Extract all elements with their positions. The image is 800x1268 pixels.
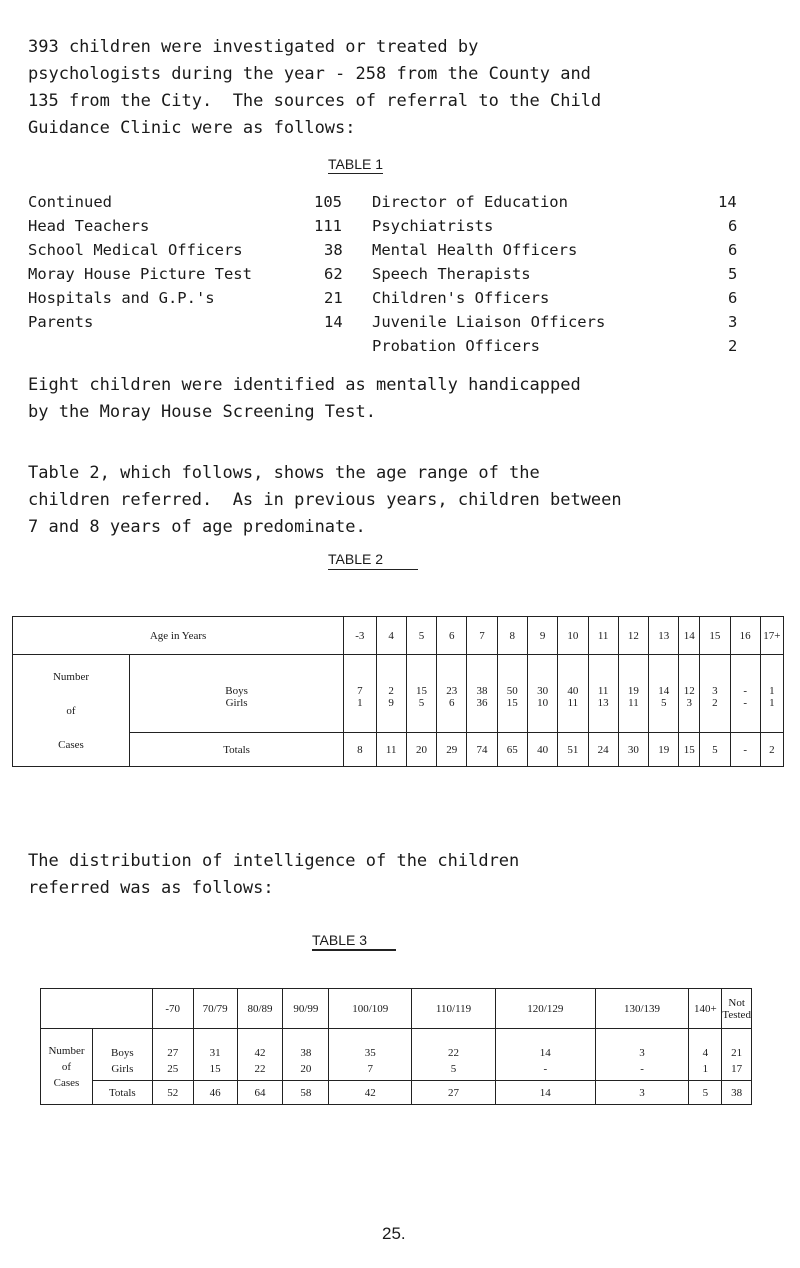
- intro-paragraph: [28, 34, 768, 142]
- table-cell: 1: [760, 655, 783, 697]
- referral-count: 6: [728, 289, 738, 307]
- age-column: 7: [467, 617, 497, 655]
- table-row: [13, 655, 784, 697]
- number-of-cases-label: Number of Cases: [13, 655, 130, 767]
- table-cell: 5: [649, 697, 679, 733]
- age-column: 17+: [760, 617, 783, 655]
- paragraph-line: children referred. As in previous years, children between: [28, 490, 622, 510]
- table2-header-row: [13, 617, 784, 655]
- table-cell: 3: [595, 1081, 689, 1105]
- paragraph-line: by the Moray House Screening Test.: [28, 402, 376, 422]
- table-cell: 14: [495, 1081, 595, 1105]
- table-cell: 19: [618, 655, 648, 697]
- paragraph-line: 7 and 8 years of age predominate.: [28, 517, 366, 537]
- table-cell: 2: [760, 733, 783, 767]
- age-column: 15: [700, 617, 730, 655]
- paragraph-line: Table 2, which follows, shows the age range of the: [28, 463, 540, 483]
- iq-column: 70/79: [193, 989, 237, 1029]
- age-column: 16: [730, 617, 760, 655]
- table-cell: 17: [722, 1059, 752, 1081]
- table-cell: 30: [527, 655, 557, 697]
- age-column: 14: [679, 617, 700, 655]
- row-label: Girls: [130, 697, 344, 733]
- referral-source: Moray House Picture Test: [28, 265, 252, 283]
- table-cell: 64: [237, 1081, 283, 1105]
- table-cell: 21: [722, 1029, 752, 1059]
- table-cell: 25: [152, 1059, 193, 1081]
- table-cell: 36: [467, 697, 497, 733]
- table-cell: 3: [595, 1029, 689, 1059]
- table3-intelligence: [40, 988, 752, 1105]
- iq-column: 110/119: [412, 989, 496, 1029]
- table-cell: 8: [344, 733, 376, 767]
- age-header-label: Age in Years: [13, 617, 344, 655]
- referral-source: Mental Health Officers: [372, 241, 578, 259]
- referral-count: 14: [718, 193, 737, 211]
- table-cell: 22: [412, 1029, 496, 1059]
- referral-source: Speech Therapists: [372, 265, 531, 283]
- table-cell: 13: [588, 697, 618, 733]
- row-label: Totals: [92, 1081, 152, 1105]
- table3-header-row: [41, 989, 752, 1029]
- table-cell: 1: [760, 697, 783, 733]
- table-cell: 11: [376, 733, 406, 767]
- table-cell: 6: [437, 697, 467, 733]
- table-cell: 23: [437, 655, 467, 697]
- paragraph-line: The distribution of intelligence of the children: [28, 851, 520, 871]
- table-cell: 38: [467, 655, 497, 697]
- age-column: 6: [437, 617, 467, 655]
- table-row: [41, 1081, 752, 1105]
- table-cell: 5: [412, 1059, 496, 1081]
- table-cell: 5: [689, 1081, 722, 1105]
- table-cell: 40: [558, 655, 588, 697]
- referral-count: 62: [324, 265, 343, 283]
- table-cell: 31: [193, 1029, 237, 1059]
- table-cell: 38: [283, 1029, 329, 1059]
- table-cell: 29: [437, 733, 467, 767]
- table-cell: -: [495, 1059, 595, 1081]
- table-cell: -: [730, 655, 760, 697]
- table-cell: 58: [283, 1081, 329, 1105]
- referral-source: Hospitals and G.P.'s: [28, 289, 215, 307]
- table-row: [41, 1059, 752, 1081]
- table-cell: -: [595, 1059, 689, 1081]
- intro-line: Guidance Clinic were as follows:: [28, 118, 356, 138]
- table-cell: 38: [722, 1081, 752, 1105]
- table-cell: 1: [344, 697, 376, 733]
- table-cell: 2: [376, 655, 406, 697]
- row-label: Boys: [92, 1029, 152, 1059]
- table-cell: 24: [588, 733, 618, 767]
- iq-column: 100/109: [329, 989, 412, 1029]
- table-cell: 1: [689, 1059, 722, 1081]
- referral-source: Juvenile Liaison Officers: [372, 313, 606, 331]
- table-cell: 15: [497, 697, 527, 733]
- intro-line: psychologists during the year - 258 from the County and: [28, 64, 591, 84]
- row-label: Girls: [92, 1059, 152, 1081]
- table-cell: 52: [152, 1081, 193, 1105]
- table-cell: 2: [700, 697, 730, 733]
- referral-source: School Medical Officers: [28, 241, 243, 259]
- table-cell: 14: [649, 655, 679, 697]
- intro-line: 135 from the City. The sources of referral to the Child: [28, 91, 602, 111]
- intelligence-paragraph: [28, 848, 768, 902]
- table-cell: 10: [527, 697, 557, 733]
- referral-count: 6: [728, 217, 738, 235]
- table-cell: 20: [283, 1059, 329, 1081]
- iq-column: 90/99: [283, 989, 329, 1029]
- page-number: 25.: [382, 1224, 406, 1243]
- referral-count: 105: [314, 193, 342, 211]
- referral-source: Director of Education: [372, 193, 568, 211]
- referral-source: Psychiatrists: [372, 217, 494, 235]
- intro-line: 393 children were investigated or treated by: [28, 37, 479, 57]
- table-cell: 3: [700, 655, 730, 697]
- age-column: 9: [527, 617, 557, 655]
- table-cell: 15: [679, 733, 700, 767]
- table-cell: 9: [376, 697, 406, 733]
- iq-column: 120/129: [495, 989, 595, 1029]
- age-column: 5: [406, 617, 436, 655]
- referral-count: 5: [728, 265, 738, 283]
- table-cell: -: [730, 733, 760, 767]
- age-column: 10: [558, 617, 588, 655]
- table-cell: 15: [406, 655, 436, 697]
- table-cell: 19: [649, 733, 679, 767]
- table-cell: 14: [495, 1029, 595, 1059]
- referral-count: 2: [728, 337, 738, 355]
- table-cell: 27: [152, 1029, 193, 1059]
- table2-age-range: [12, 616, 784, 767]
- age-range-paragraph: [28, 460, 768, 541]
- table-cell: 5: [406, 697, 436, 733]
- table-cell: 15: [193, 1059, 237, 1081]
- row-label: Totals: [130, 733, 344, 767]
- table-cell: 11: [558, 697, 588, 733]
- table-cell: 40: [527, 733, 557, 767]
- table-cell: 11: [588, 655, 618, 697]
- table2-caption: TABLE 2: [328, 551, 418, 570]
- table-cell: 30: [618, 733, 648, 767]
- referral-count: 6: [728, 241, 738, 259]
- table-cell: 46: [193, 1081, 237, 1105]
- screening-paragraph: [28, 372, 768, 426]
- table-row: [41, 1029, 752, 1059]
- age-column: 12: [618, 617, 648, 655]
- table-cell: 51: [558, 733, 588, 767]
- referral-count: 21: [324, 289, 343, 307]
- table-cell: 27: [412, 1081, 496, 1105]
- table3-header-blank: [41, 989, 153, 1029]
- table-cell: 11: [618, 697, 648, 733]
- age-column: 13: [649, 617, 679, 655]
- referral-count: 111: [314, 217, 342, 235]
- iq-column: 140+: [689, 989, 722, 1029]
- number-of-cases-label: Number of Cases: [41, 1029, 93, 1105]
- paragraph-line: referred was as follows:: [28, 878, 274, 898]
- referral-source: Children's Officers: [372, 289, 550, 307]
- iq-column: 130/139: [595, 989, 689, 1029]
- referral-source: Probation Officers: [372, 337, 540, 355]
- referral-source: Continued: [28, 193, 112, 211]
- age-column: -3: [344, 617, 376, 655]
- table-cell: 5: [700, 733, 730, 767]
- table-cell: 50: [497, 655, 527, 697]
- table-cell: 7: [344, 655, 376, 697]
- table-cell: -: [730, 697, 760, 733]
- table-cell: 12: [679, 655, 700, 697]
- iq-column: -70: [152, 989, 193, 1029]
- table-cell: 7: [329, 1059, 412, 1081]
- table-cell: 65: [497, 733, 527, 767]
- table-cell: 42: [329, 1081, 412, 1105]
- referral-count: 3: [728, 313, 738, 331]
- referral-source: Head Teachers: [28, 217, 150, 235]
- age-column: 4: [376, 617, 406, 655]
- table-cell: 35: [329, 1029, 412, 1059]
- age-column: 11: [588, 617, 618, 655]
- table1-caption: TABLE 1: [328, 156, 383, 172]
- referral-source: Parents: [28, 313, 94, 331]
- iq-column: Not Tested: [722, 989, 752, 1029]
- referral-count: 14: [324, 313, 343, 331]
- referral-count: 38: [324, 241, 343, 259]
- table-cell: 42: [237, 1029, 283, 1059]
- paragraph-line: Eight children were identified as mentally handicapped: [28, 375, 581, 395]
- table3-caption: TABLE 3: [312, 932, 396, 951]
- row-label: Boys: [130, 655, 344, 697]
- table-cell: 3: [679, 697, 700, 733]
- table-cell: 22: [237, 1059, 283, 1081]
- table-cell: 74: [467, 733, 497, 767]
- iq-column: 80/89: [237, 989, 283, 1029]
- age-column: 8: [497, 617, 527, 655]
- table-cell: 20: [406, 733, 436, 767]
- table-cell: 4: [689, 1029, 722, 1059]
